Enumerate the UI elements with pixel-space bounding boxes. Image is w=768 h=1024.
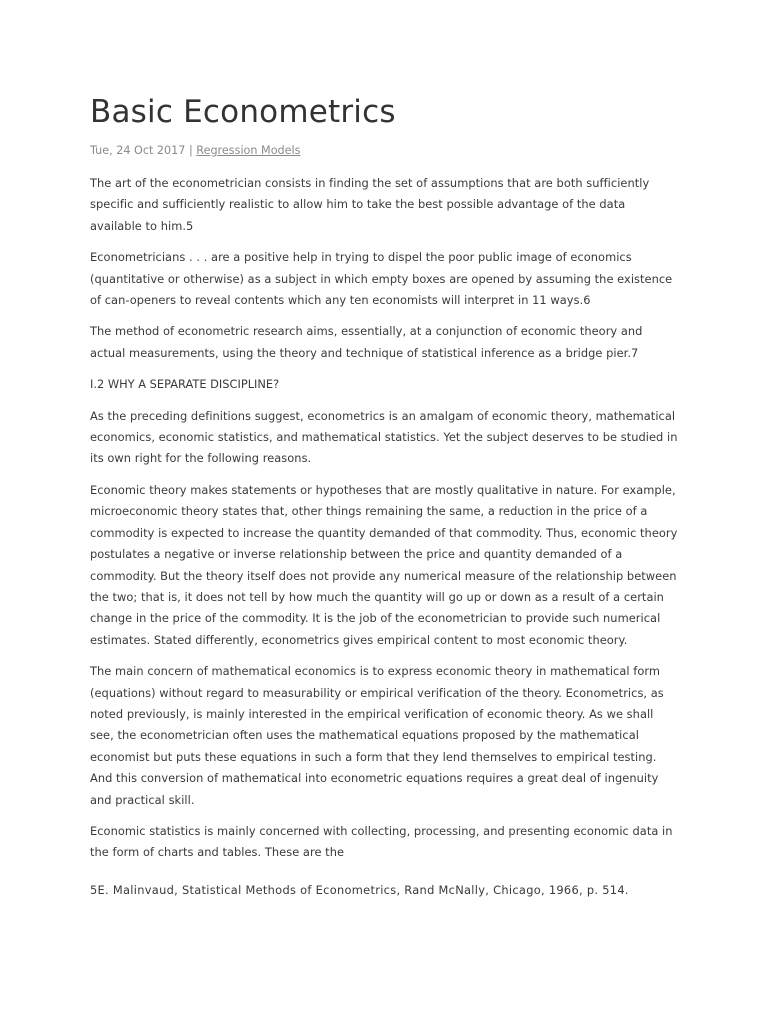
article-paragraph: The method of econometric research aims, essentially, at a conjunction of economic theory and actual measurements, using the theory and technique of statistical inference as a bridge pier.7 <box>90 324 643 360</box>
article-paragraph: The art of the econometrician consists in finding the set of assumptions that are both sufficiently specific and sufficiently realistic to allow him to take the best possible advantage of the data available to him.5 <box>90 176 650 233</box>
section-heading: I.2 WHY A SEPARATE DISCIPLINE? <box>90 377 280 392</box>
article <box>90 92 678 901</box>
article-paragraph: Economic statistics is mainly concerned with collecting, processing, and presenting economic data in the form of charts and tables. These are the <box>90 823 673 860</box>
meta-separator: | <box>188 144 193 157</box>
article-paragraph: Economic theory makes statements or hypotheses that are mostly qualitative in nature. For example, microeconomic theory states that, other things remaining the same, a reduction in the price of a commodity is expected to increase the quantity demanded of that commodity. Thus, economic theory postulates a negative or inverse relationship between the price and quantity demanded of a commodity. But the theory itself does not provide any numerical measure of the relationship between the two; that is, it does not tell by how much the quantity will go up or down as a result of a certain change in the price of the commodity. It is the job of the econometrician to provide such numerical estimates. Stated differently, econometrics gives empirical content to most economic theory. <box>90 482 678 647</box>
article-paragraph: Econometricians . . . are a positive help in trying to dispel the poor public image of economics (quantitative or otherwise) as a subject in which empty boxes are opened by assuming the existence of can-openers to reveal contents which any ten economists will interpret in 11 ways.6 <box>90 250 673 308</box>
article-title: Basic Econometrics <box>90 94 396 130</box>
category-link[interactable]: Regression Models <box>196 144 301 157</box>
article-paragraph: As the preceding definitions suggest, econometrics is an amalgam of economic theory, mathematical economics, economic statistics, and mathematical statistics. Yet the subject deserves to be studied in its own right for the following reasons. <box>90 408 678 466</box>
article-meta <box>90 143 678 159</box>
footnote: 5E. Malinvaud, Statistical Methods of Econometrics, Rand McNally, Chicago, 1966, p. 514. <box>90 882 629 897</box>
article-date: Tue, 24 Oct 2017 <box>90 144 186 157</box>
article-paragraph: The main concern of mathematical economics is to express economic theory in mathematical form (equations) without regard to measurability or empirical verification of the theory. Econometrics, as noted previously, is mainly interested in the empirical verification of economic theory. As we shall see, the econometrician often uses the mathematical equations proposed by the mathematical economist but puts these equations in such a form that they lend themselves to empirical testing. And this conversion of mathematical into econometric equations requires a great deal of ingenuity and practical skill. <box>90 664 664 807</box>
